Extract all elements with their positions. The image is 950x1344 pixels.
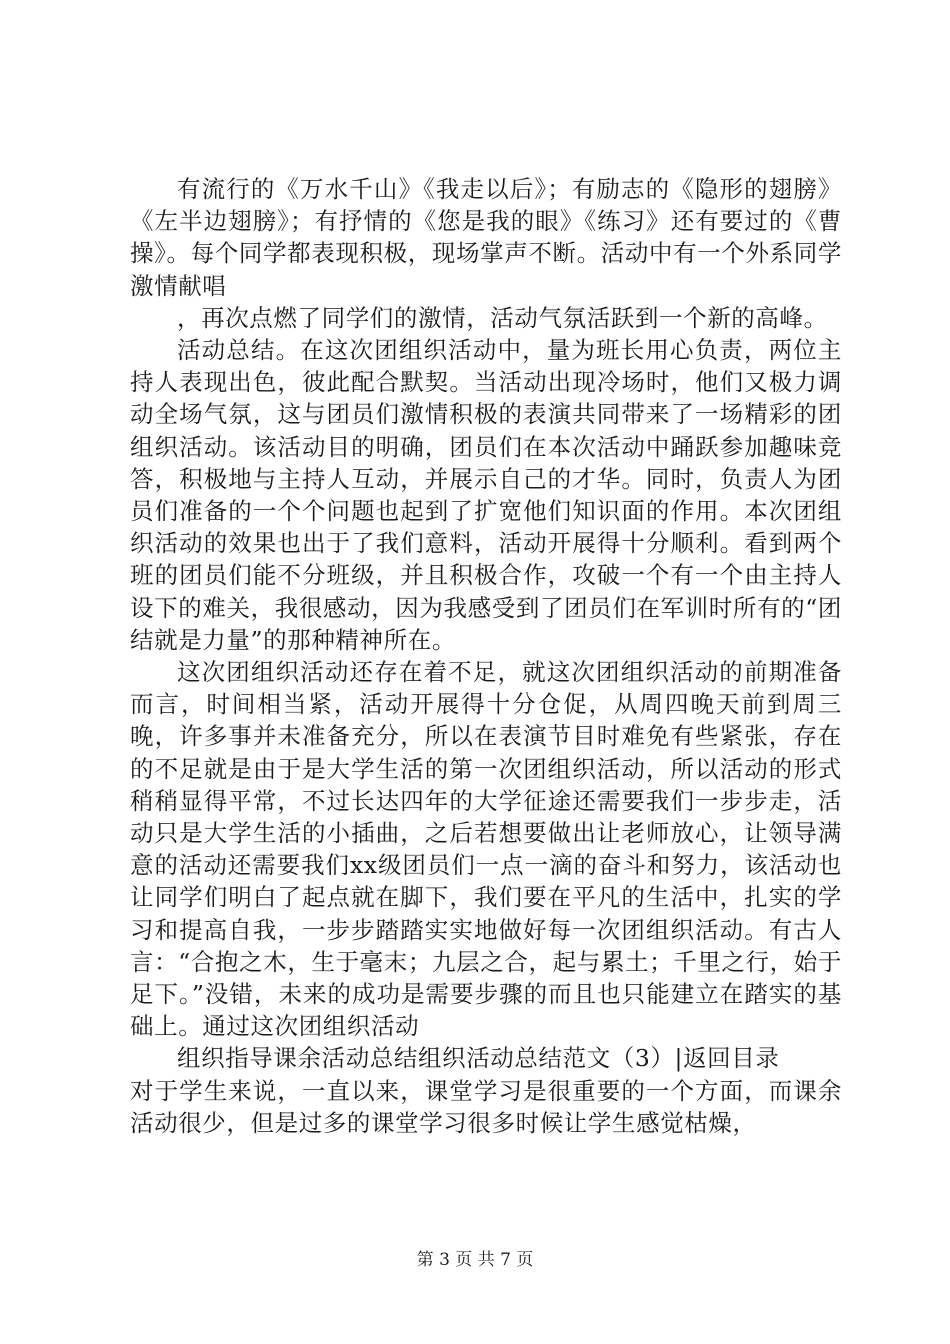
document-body	[130, 173, 842, 1139]
paragraph-climax: ，再次点燃了同学们的激情，活动气氛活跃到一个新的高峰。	[177, 303, 828, 332]
page-footer: 第 3 页 共 7 页	[416, 1250, 534, 1270]
paragraph-shortcomings: 这次团组织活动还存在着不足，就这次团组织活动的前期准备而言，时间相当紧，活动开展得十分仓促，从周四晚天前到周三晚，许多事并未准备充分，所以在表演节目时难免有些紧张，存在的不足就是由于是大学生活的第一次团组织活动，所以活动的形式稍稍显得平常，不过长达四年的大学征途还需要我们一步步走，活动只是大学生活的小插曲，之后若想要做出让老师放心，让领导满意的活动还需要我们xx级团员们一点一滴的奋斗和努力，该活动也让同学们明白了起点就在脚下，我们要在平凡的生活中，扎实的学习和提高自我，一步步踏踏实实地做好每一次团组织活动。有古人言：“合抱之木，生于毫末；九层之合，起与累土；千里之行，始于足下。”没错，未来的成功是需要步骤的而且也只能建立在踏实的基础上。通过这次团组织活动	[130, 658, 842, 1041]
section-heading-link[interactable]: 组织指导课余活动总结组织活动总结范文（3）|返回目录	[177, 1044, 780, 1073]
paragraph-songs: 有流行的《万水千山》《我走以后》；有励志的《隐形的翅膀》《左半边翅膀》；有抒情的《您是我的眼》《练习》还有要过的《曹操》。每个同学都表现积极，现场掌声不断。活动中有一个外系同学激情献唱	[130, 175, 842, 300]
paragraph-students: 对于学生来说，一直以来，课堂学习是很重要的一个方面，而课余活动很少，但是过多的课堂学习很多时候让学生感觉枯燥，	[130, 1076, 842, 1137]
paragraph-activity-summary: 活动总结。在这次团组织活动中，量为班长用心负责，两位主持人表现出色，彼此配合默契。当活动出现冷场时，他们又极力调动全场气氛，这与团员们激情积极的表演共同带来了一场精彩的团组织活动。该活动目的明确，团员们在本次活动中踊跃参加趣味竞答，积极地与主持人互动，并展示自己的才华。同时，负责人为团员们准备的一个个问题也起到了扩宽他们知识面的作用。本次团组织活动的效果也出于了我们意料，活动开展得十分顺利。看到两个班的团员们能不分班级，并且积极合作，攻破一个有一个由主持人设下的难关，我很感动，因为我感受到了团员们在军训时所有的“团结就是力量”的那种精神所在。	[130, 336, 842, 654]
